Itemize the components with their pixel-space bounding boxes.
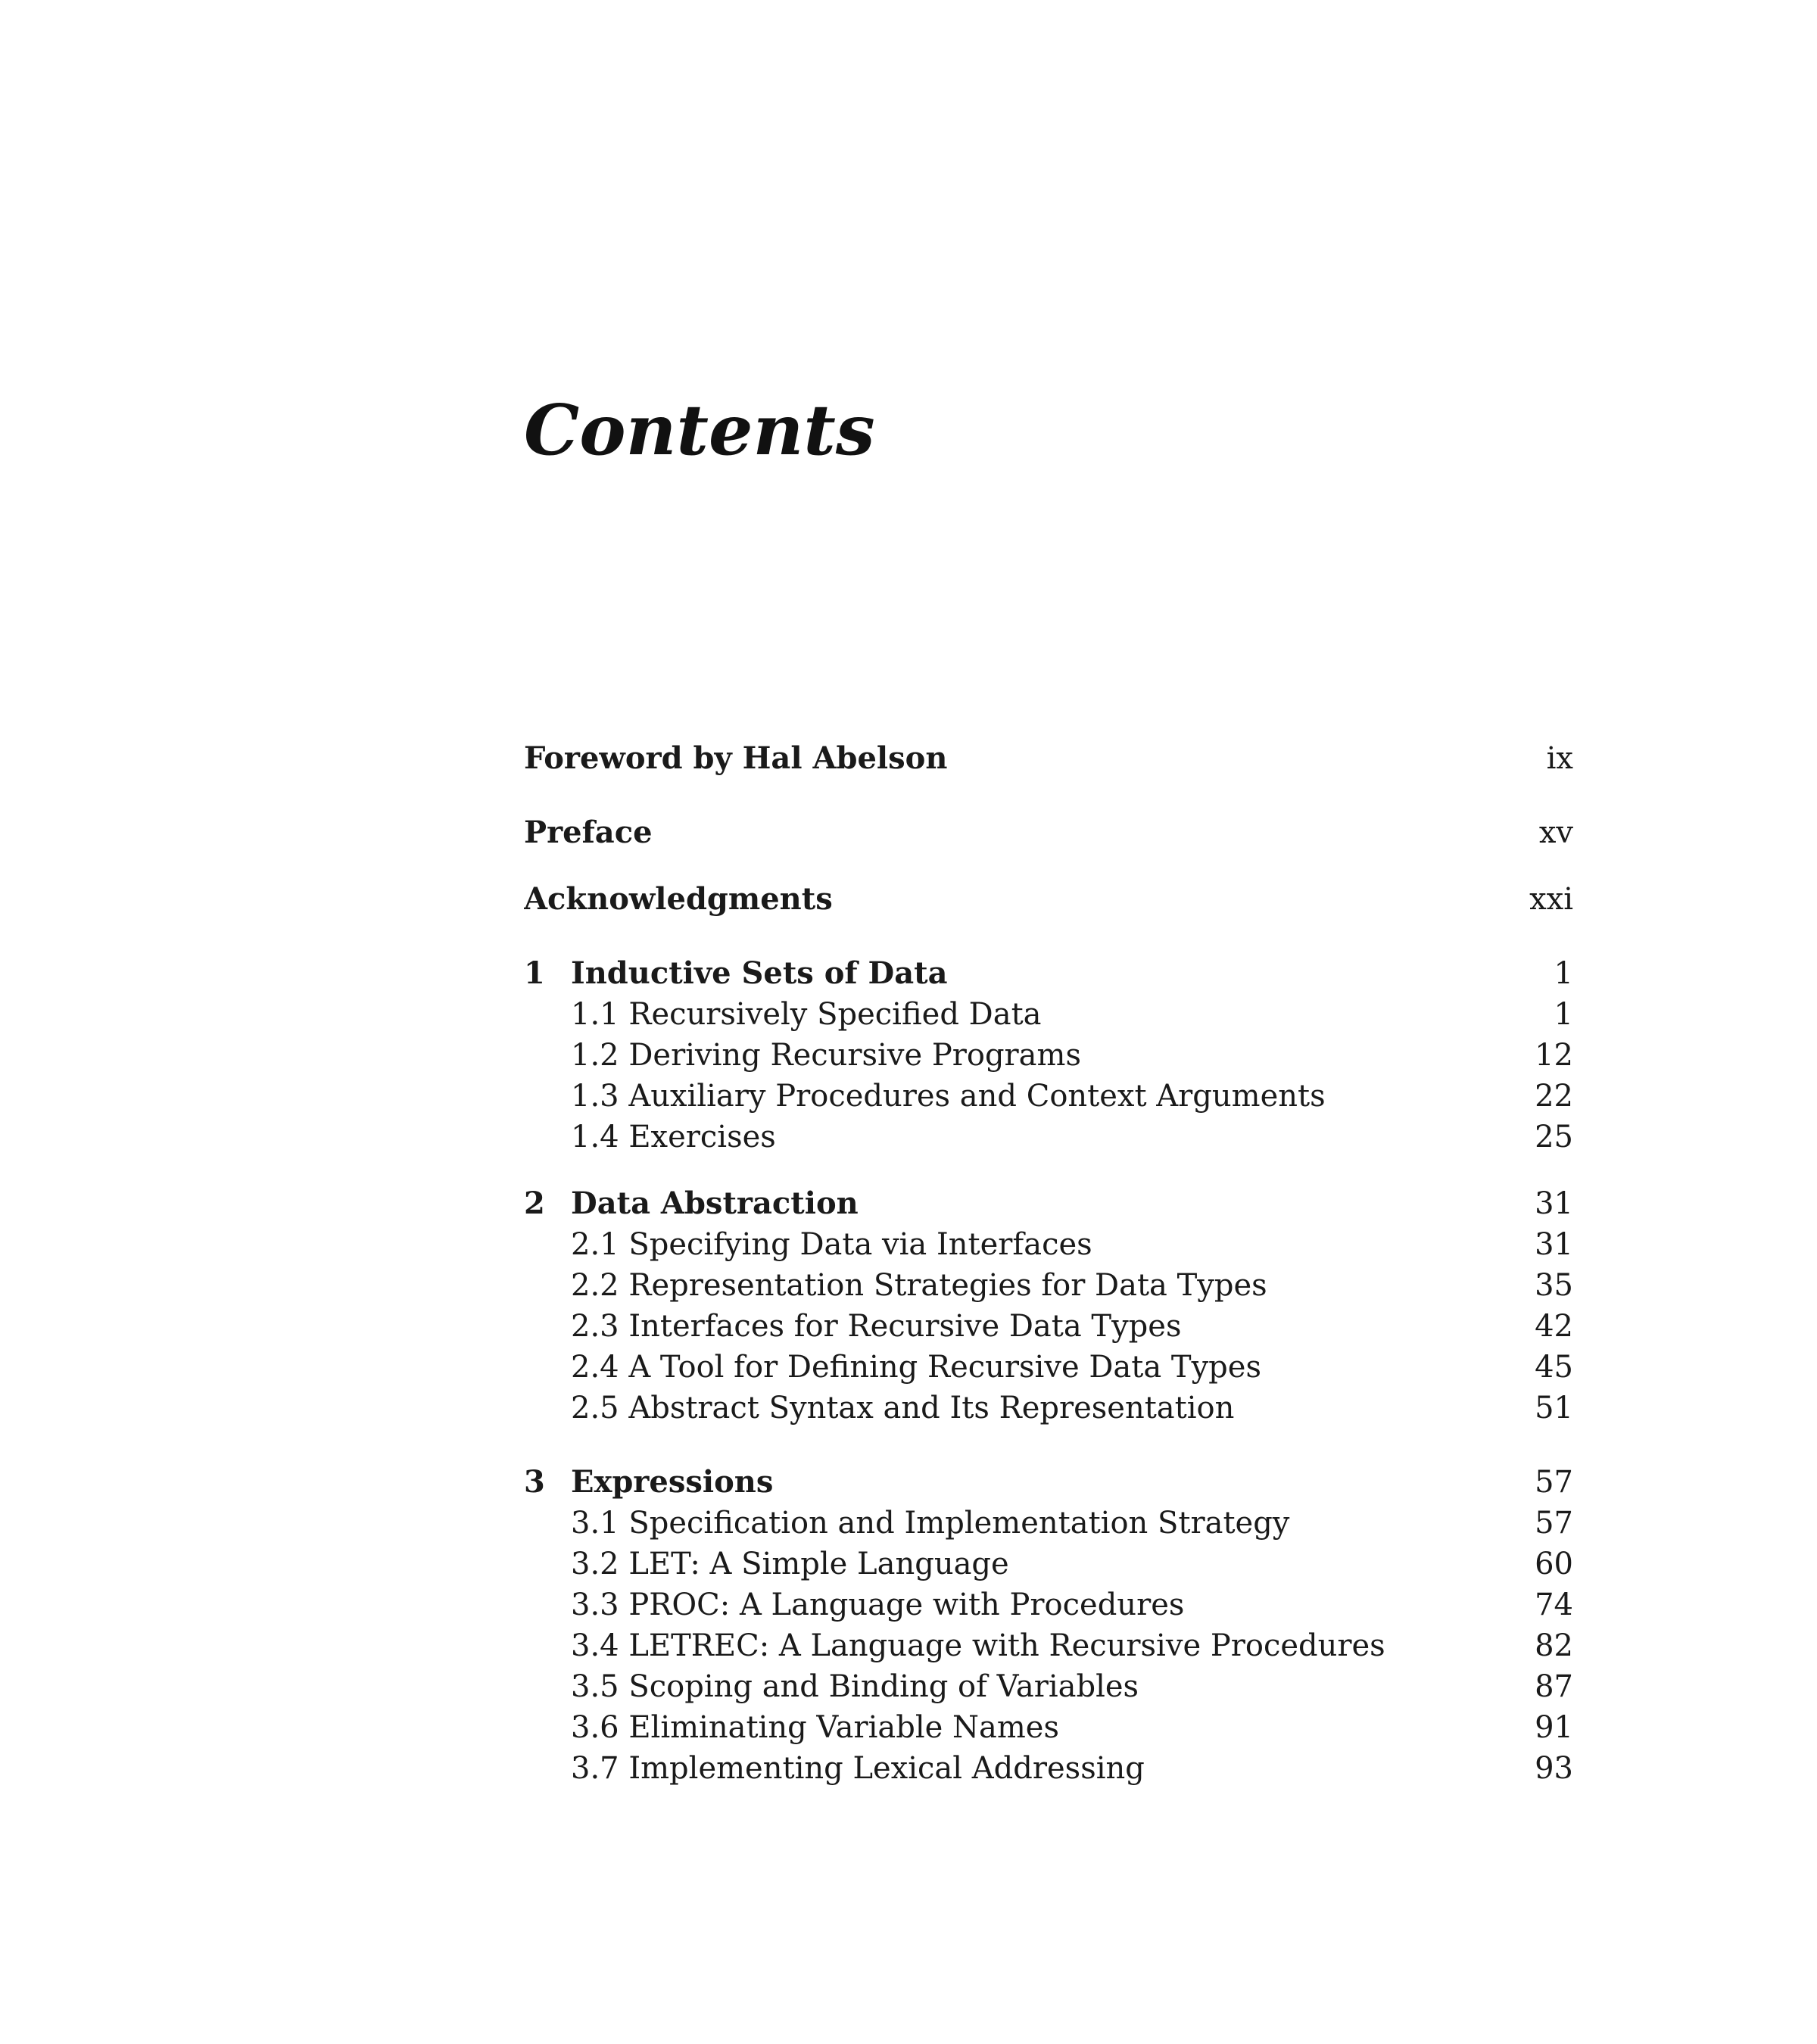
toc-entry-page: 74 xyxy=(1535,1588,1573,1622)
toc-entry-page: 87 xyxy=(1535,1669,1573,1704)
section-title: 2.1 Specifying Data via Interfaces xyxy=(571,1227,1092,1262)
toc-entry-page: ix xyxy=(1546,741,1573,776)
toc-entry-acknowledgments[interactable] xyxy=(524,881,1573,918)
toc-section-3-4[interactable] xyxy=(524,1628,1573,1664)
toc-entry-page: 42 xyxy=(1535,1309,1573,1344)
toc-entry-page: 45 xyxy=(1535,1350,1573,1385)
toc-entry-page: 1 xyxy=(1554,997,1573,1032)
toc-entry-page: 12 xyxy=(1535,1038,1573,1073)
section-title: 2.5 Abstract Syntax and Its Representation xyxy=(571,1391,1235,1426)
toc-section-1-4[interactable] xyxy=(524,1119,1573,1155)
section-title: 3.5 Scoping and Binding of Variables xyxy=(571,1669,1139,1704)
section-title: 2.3 Interfaces for Recursive Data Types xyxy=(571,1309,1182,1344)
section-title: 3.4 LETREC: A Language with Recursive Procedures xyxy=(571,1628,1385,1663)
chapter-number: 3 xyxy=(524,1464,545,1500)
toc-section-3-5[interactable] xyxy=(524,1669,1573,1705)
toc-entry-page: 60 xyxy=(1535,1547,1573,1581)
section-title: 1.4 Exercises xyxy=(571,1120,776,1154)
toc-entry-foreword[interactable] xyxy=(524,740,1573,777)
toc-entry-page: 57 xyxy=(1535,1506,1573,1541)
chapter-title: Inductive Sets of Data xyxy=(571,955,948,991)
toc-entry-page: 31 xyxy=(1535,1186,1573,1221)
toc-section-2-3[interactable] xyxy=(524,1308,1573,1344)
toc-chapter-3[interactable] xyxy=(524,1464,1573,1500)
chapter-title: Data Abstraction xyxy=(571,1186,859,1221)
toc-entry-title: Preface xyxy=(524,815,653,850)
toc-entry-page: 22 xyxy=(1535,1079,1573,1114)
toc-section-3-7[interactable] xyxy=(524,1750,1573,1787)
toc-entry-page: 82 xyxy=(1535,1628,1573,1663)
section-title: 1.2 Deriving Recursive Programs xyxy=(571,1038,1081,1073)
toc-section-2-4[interactable] xyxy=(524,1349,1573,1385)
toc-entry-page: 91 xyxy=(1535,1710,1573,1745)
section-title: 3.2 LET: A Simple Language xyxy=(571,1547,1009,1581)
toc-chapter-1[interactable] xyxy=(524,955,1573,992)
toc-entry-page: 35 xyxy=(1535,1268,1573,1303)
toc-entry-title: Foreword by Hal Abelson xyxy=(524,740,948,776)
section-title: 2.4 A Tool for Defining Recursive Data Types xyxy=(571,1350,1261,1385)
toc-entry-title: Acknowledgments xyxy=(524,881,833,917)
toc-section-3-2[interactable] xyxy=(524,1546,1573,1582)
toc-entry-page: 31 xyxy=(1535,1227,1573,1262)
section-title: 1.3 Auxiliary Procedures and Context Arguments xyxy=(571,1079,1326,1114)
toc-section-1-3[interactable] xyxy=(524,1078,1573,1114)
toc-chapter-2[interactable] xyxy=(524,1186,1573,1222)
section-title: 3.3 PROC: A Language with Procedures xyxy=(571,1588,1185,1622)
toc-section-3-6[interactable] xyxy=(524,1709,1573,1746)
section-title: 3.1 Specification and Implementation Strategy xyxy=(571,1506,1290,1541)
section-title: 3.7 Implementing Lexical Addressing xyxy=(571,1751,1145,1786)
toc-section-2-5[interactable] xyxy=(524,1390,1573,1426)
chapter-number: 1 xyxy=(524,955,545,991)
toc-entry-page: 57 xyxy=(1535,1465,1573,1500)
toc-entry-page: xv xyxy=(1538,815,1573,850)
section-title: 1.1 Recursively Specified Data xyxy=(571,997,1042,1032)
toc-section-3-3[interactable] xyxy=(524,1587,1573,1623)
toc-entry-page: 51 xyxy=(1535,1391,1573,1426)
toc-entry-page: 93 xyxy=(1535,1751,1573,1786)
toc-section-2-1[interactable] xyxy=(524,1226,1573,1263)
toc-section-1-2[interactable] xyxy=(524,1037,1573,1073)
toc-entry-preface[interactable] xyxy=(524,815,1573,851)
toc-section-1-1[interactable] xyxy=(524,996,1573,1033)
toc-section-3-1[interactable] xyxy=(524,1505,1573,1541)
section-title: 2.2 Representation Strategies for Data Types xyxy=(571,1268,1267,1303)
toc-section-2-2[interactable] xyxy=(524,1267,1573,1304)
chapter-title: Expressions xyxy=(571,1464,774,1500)
chapter-number: 2 xyxy=(524,1186,545,1221)
section-title: 3.6 Eliminating Variable Names xyxy=(571,1710,1059,1745)
toc-entry-page: 25 xyxy=(1535,1120,1573,1154)
toc-entry-page: xxi xyxy=(1529,882,1573,917)
page-title: Contents xyxy=(524,389,875,471)
toc-entry-page: 1 xyxy=(1554,956,1573,991)
